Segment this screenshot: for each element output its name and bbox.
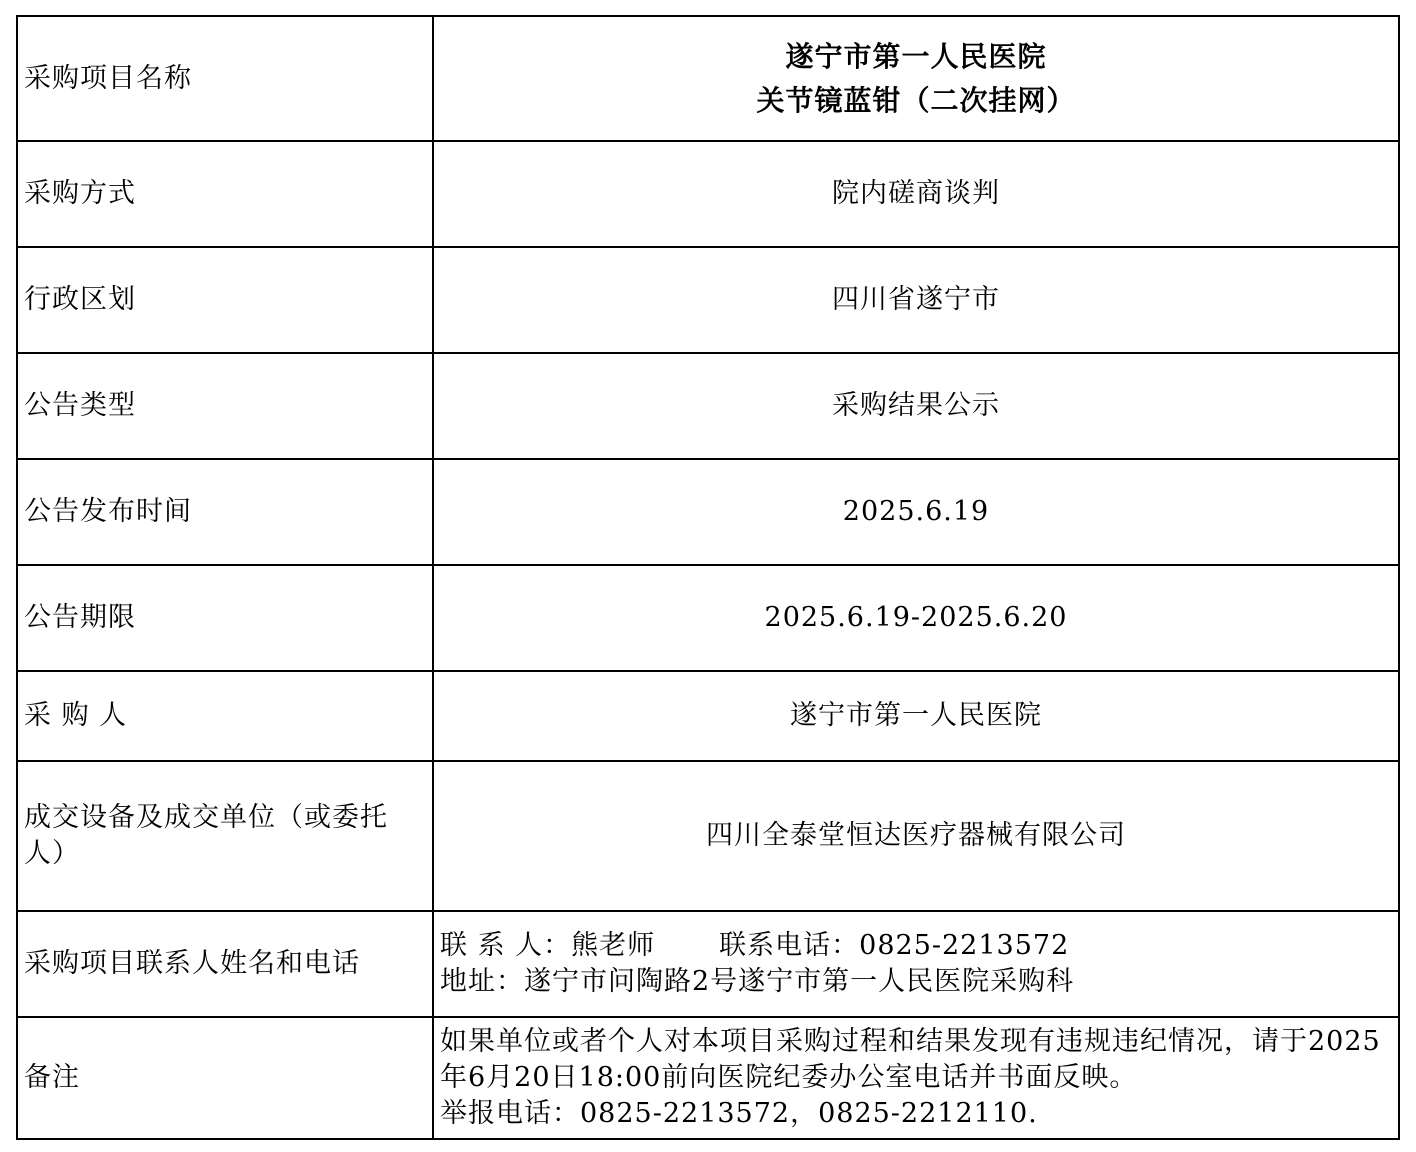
contact-person: 联 系 人：熊老师 <box>440 930 656 961</box>
row-purchaser <box>17 671 1399 761</box>
remarks-text: 如果单位或者个人对本项目采购过程和结果发现有违规违纪情况，请于2025年6月20日18:00前向医院纪委办公室电话并书面反映。 <box>440 1026 1381 1093</box>
row-notice-type <box>17 353 1399 459</box>
contact-phone: 联系电话：0825-2213572 <box>719 930 1070 961</box>
purchaser-value: 遂宁市第一人民医院 <box>433 671 1399 761</box>
procurement-method-value: 院内磋商谈判 <box>433 141 1399 247</box>
row-project-name <box>17 16 1399 141</box>
notice-period-value: 2025.6.19-2025.6.20 <box>433 565 1399 671</box>
publish-time-label: 公告发布时间 <box>17 459 433 565</box>
contact-label: 采购项目联系人姓名和电话 <box>17 911 433 1017</box>
row-contact <box>17 911 1399 1017</box>
project-name-value <box>433 16 1399 141</box>
contact-line <box>440 928 1390 964</box>
remarks-label: 备注 <box>17 1017 433 1139</box>
row-publish-time <box>17 459 1399 565</box>
winner-label: 成交设备及成交单位（或委托人） <box>17 761 433 911</box>
notice-type-value: 采购结果公示 <box>433 353 1399 459</box>
procurement-result-table <box>16 15 1400 1140</box>
notice-period-label: 公告期限 <box>17 565 433 671</box>
contact-address: 地址：遂宁市问陶路2号遂宁市第一人民医院采购科 <box>440 966 1075 997</box>
remarks-report-phone: 举报电话：0825-2213572，0825-2212110. <box>440 1098 1038 1129</box>
row-remarks <box>17 1017 1399 1139</box>
row-notice-period <box>17 565 1399 671</box>
purchaser-label: 采 购 人 <box>17 671 433 761</box>
project-name-hospital: 遂宁市第一人民医院 <box>785 39 1047 73</box>
notice-type-label: 公告类型 <box>17 353 433 459</box>
remarks-value <box>433 1017 1399 1139</box>
row-procurement-method <box>17 141 1399 247</box>
procurement-method-label: 采购方式 <box>17 141 433 247</box>
region-label: 行政区划 <box>17 247 433 353</box>
row-region <box>17 247 1399 353</box>
row-winner <box>17 761 1399 911</box>
publish-time-value: 2025.6.19 <box>433 459 1399 565</box>
winner-value: 四川全泰堂恒达医疗器械有限公司 <box>433 761 1399 911</box>
region-value: 四川省遂宁市 <box>433 247 1399 353</box>
contact-value <box>433 911 1399 1017</box>
project-name-label: 采购项目名称 <box>17 16 433 141</box>
project-name-item: 关节镜蓝钳（二次挂网） <box>756 83 1076 117</box>
